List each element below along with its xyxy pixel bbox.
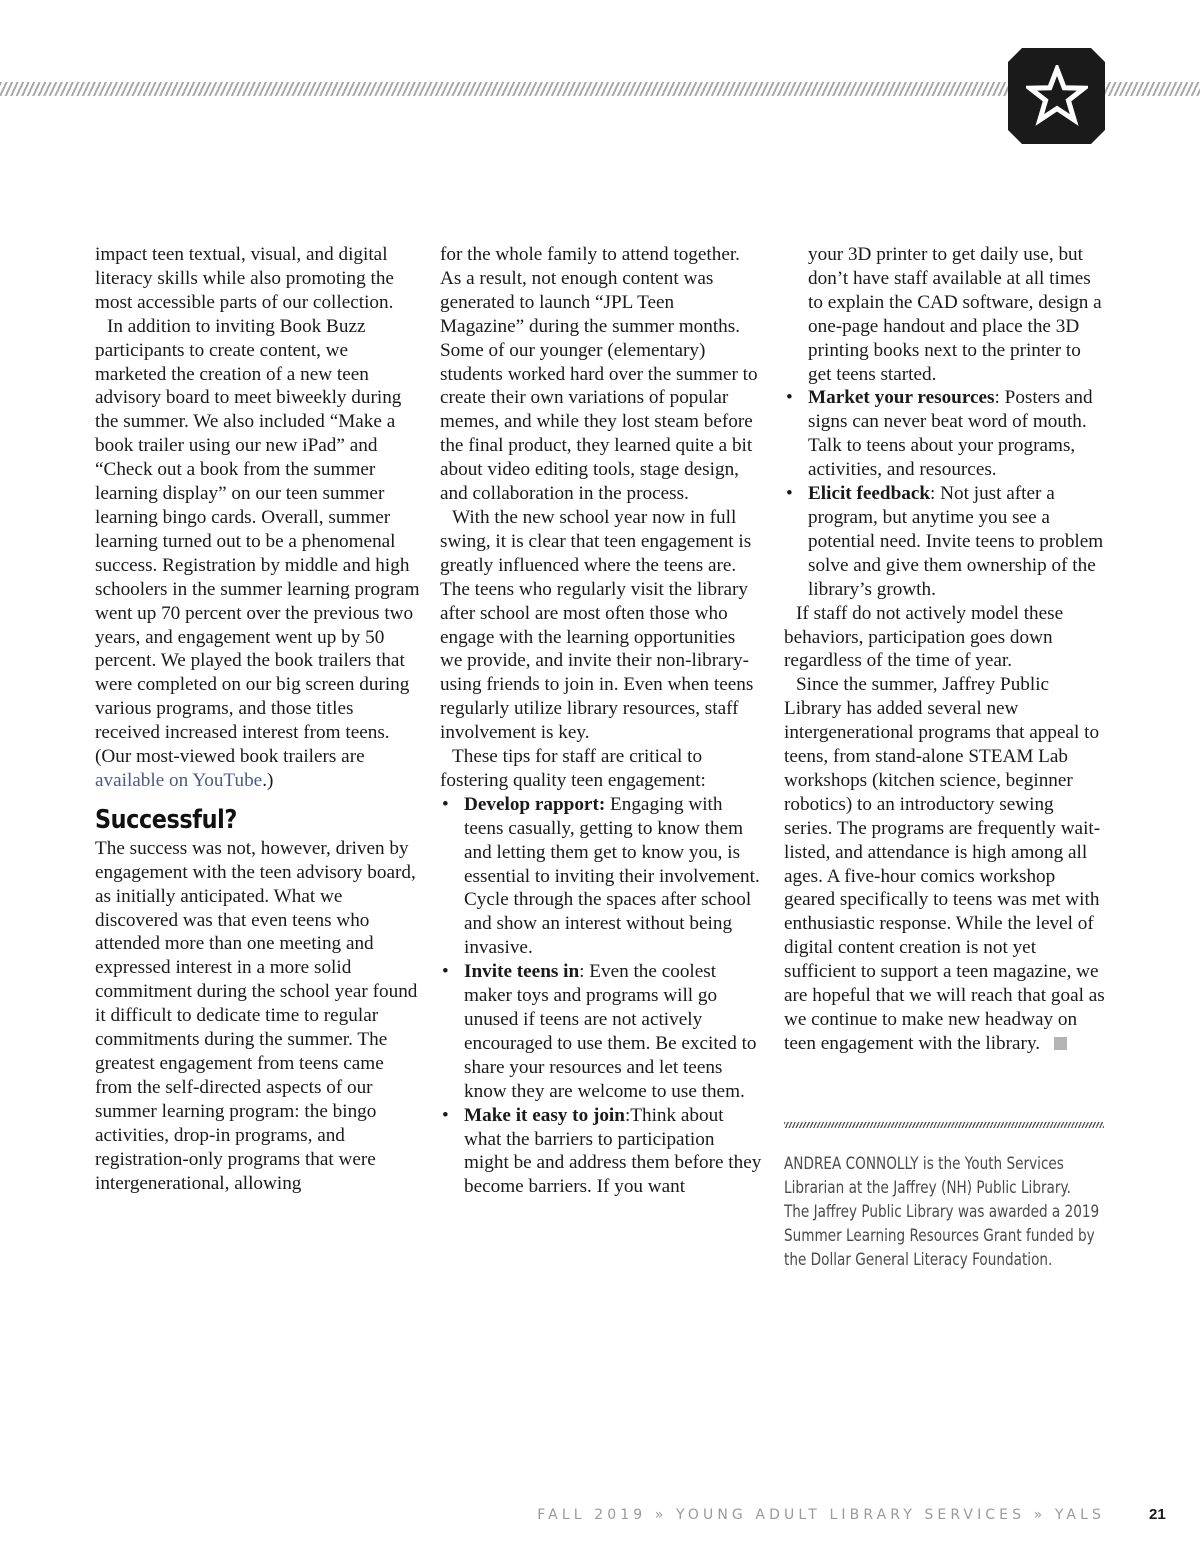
paragraph: These tips for staff are critical to fostering quality teen engagement:	[440, 746, 706, 791]
bio-line: Librarian at the Jaffrey (NH) Public Library.	[784, 1177, 1071, 1197]
paragraph: With the new school year now in full swing, it is clear that teen engagement is greatly influenced where the teens are. The teens who regularly visit the library after school are most often those who engage with the learning opportunities we provide, and invite their non-library-using friends to join in. Even when teens regularly utilize library resources, staff involvement is key.	[440, 506, 754, 744]
end-of-article-icon	[1054, 1037, 1067, 1050]
tips-list	[440, 793, 762, 1199]
bullet-icon: •	[786, 387, 793, 409]
bio-line: Summer Learning Resources Grant funded by	[784, 1225, 1095, 1245]
youtube-link[interactable]: available on YouTube	[95, 769, 263, 791]
star-badge	[1008, 48, 1105, 144]
bio-line: the Dollar General Literacy Foundation.	[784, 1249, 1053, 1269]
bio-line: The Jaffrey Public Library was awarded a 2019	[784, 1201, 1100, 1221]
bullet-icon: •	[442, 961, 449, 983]
list-item	[784, 386, 1106, 482]
bullet-icon: •	[442, 793, 449, 815]
paragraph	[95, 315, 420, 793]
tip-text: : Posters and signs can never beat word of mouth. Talk to teens about your programs, activities, and resources.	[808, 387, 1093, 481]
list-item	[784, 482, 1106, 602]
list-item	[440, 1104, 762, 1200]
page-number: 21	[1149, 1506, 1166, 1523]
tip-title: Market your resources	[808, 387, 995, 409]
tips-list	[784, 386, 1106, 601]
section-heading: Successful?	[95, 804, 237, 835]
list-item	[440, 960, 762, 1103]
paragraph-text: In addition to inviting Book Buzz participants to create content, we marketed the creation of a new teen advisory board to meet biweekly during the summer. We also included “Make a book trailer using our new iPad” and “Check out a book from the summer learning display” on our teen summer learning bingo cards. Overall, summer learning turned out to be a phenomenal success. Registration by middle and high schoolers in the summer learning program went up 70 percent over the previous two years, and engagement went up by 50 percent. We played the book trailers that were completed on our big screen during various programs, and those titles received increased interest from teens. (Our most-viewed book trailers are	[95, 315, 420, 768]
paragraph: for the whole family to attend together. As a result, not enough content was generated to launch “JPL Teen Magazine” during the summer months. Some of our younger (elementary) students worked hard over the summer to create their own variations of popular memes, and while they lost steam before the final product, they learned quite a bit about video editing tools, stage design, and collaboration in the process.	[440, 244, 758, 505]
tip-title: Develop rapport:	[464, 793, 606, 815]
bio-divider	[784, 1122, 1104, 1128]
paragraph	[784, 673, 1106, 1056]
paragraph-text: Since the summer, Jaffrey Public Library has added several new intergenerational programs that appeal to teens, from stand-alone STEAM Lab workshops (kitchen science, beginner robotics) to an introductory sewing series. The programs are frequently wait-listed, and attendance is high among all ages. A five-hour comics workshop geared specifically to teens was met with enthusiastic response. While the level of digital content creation is not yet sufficient to support a teen magazine, we are hopeful that we will reach that goal as we continue to make new headway on teen engagement with the library.	[784, 674, 1105, 1054]
paragraph: The success was not, however, driven by engagement with the teen advisory board, as initially anticipated. What we discovered was that even teens who attended more than one meeting and expressed interest in a more solid commitment during the school year found it difficult to dedicate time to regular commitments during the summer. The greatest engagement from teens came from the self-directed aspects of our summer learning program: the bingo activities, drop-in programs, and registration-only programs that were intergenerational, allowing	[95, 837, 418, 1194]
tip-title: Elicit feedback	[808, 483, 931, 505]
list-item-continued: your 3D printer to get daily use, but don’t have staff available at all times to explain the CAD software, design a one-page handout and place the 3D printing books next to the printer to get teens started.	[808, 244, 1102, 385]
article-column-2	[440, 243, 762, 1199]
tip-text: Engaging with teens casually, getting to know them and letting them get to know you, is essential to inviting their involvement. Cycle through the spaces after school and show an interest without being invasive.	[464, 793, 760, 959]
tip-title: Make it easy to join	[464, 1104, 625, 1126]
tip-text: : Even the coolest maker toys and programs will go unused if teens are not actively encouraged to use them. Be excited to share your resources and let teens know they are welcome to use them.	[464, 961, 757, 1102]
tip-text: :Think about what the barriers to participation might be and address them before they become barriers. If you want	[464, 1104, 762, 1198]
bullet-icon: •	[786, 483, 793, 505]
paragraph: impact teen textual, visual, and digital literacy skills while also promoting the most accessible parts of our collection.	[95, 244, 394, 313]
article-column-3	[784, 243, 1106, 1056]
bullet-icon: •	[442, 1104, 449, 1126]
paragraph: If staff do not actively model these behaviors, participation goes down regardless of the time of year.	[784, 602, 1064, 672]
tip-text: : Not just after a program, but anytime you see a potential need. Invite teens to problem solve and give them ownership of the library’s growth.	[808, 483, 1104, 600]
tip-title: Invite teens in	[464, 961, 580, 983]
running-footer: FALL 2019 » YOUNG ADULT LIBRARY SERVICES » YALS	[537, 1507, 1105, 1523]
article-column-1	[95, 243, 420, 1195]
author-bio	[784, 1152, 1100, 1272]
bio-line: ANDREA CONNOLLY is the Youth Services	[784, 1154, 1064, 1173]
list-item	[440, 793, 762, 960]
paragraph-end: .)	[262, 769, 274, 791]
star-icon	[1026, 65, 1088, 127]
